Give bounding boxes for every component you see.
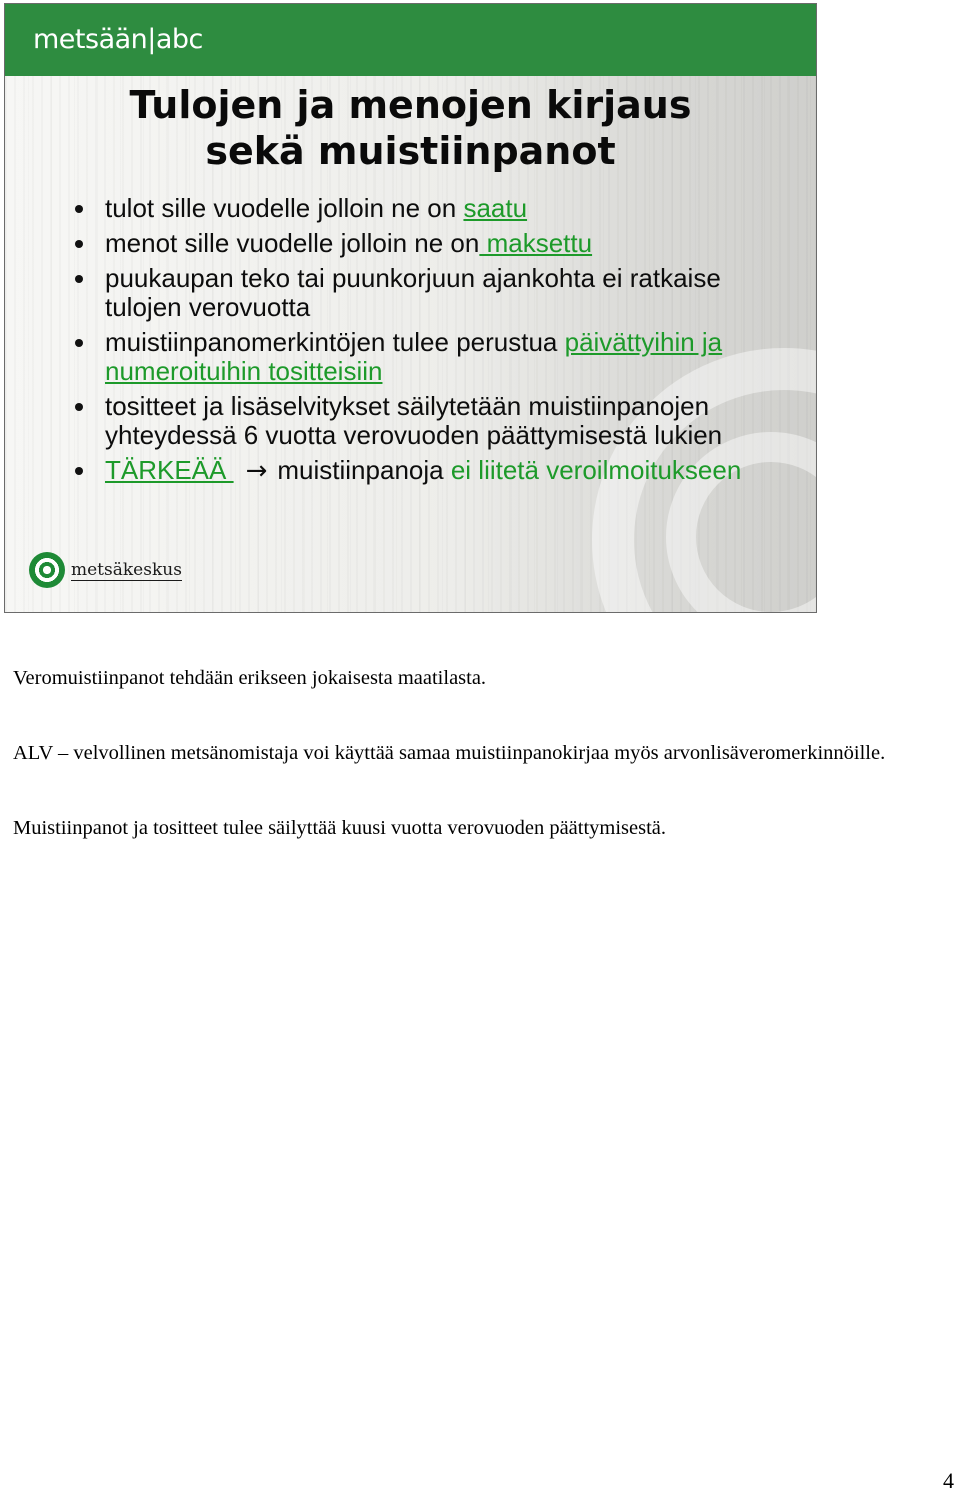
bullet-list [67, 194, 787, 492]
bullet-item [67, 456, 787, 486]
bullet-item [67, 229, 787, 258]
bullet-item [67, 392, 787, 450]
arrow-right-icon: → [245, 456, 268, 486]
speaker-notes [13, 664, 943, 889]
bullet-item [67, 328, 787, 386]
highlighted-text: päivättyihin ja numeroituihin tositteisiin [105, 327, 723, 386]
notes-paragraph: Muistiinpanot ja tositteet tulee säilyttää kuusi vuotta verovuoden päättymisestä. [13, 817, 667, 839]
slide-title-line: Tulojen ja menojen kirjaus [129, 83, 692, 127]
bullet-item [67, 194, 787, 223]
metsakeskus-logo [29, 550, 182, 590]
notes-paragraph: Veromuistiinpanot tehdään erikseen jokaisesta maatilasta. [13, 667, 487, 689]
bullet-text: tulot sille vuodelle jolloin ne on [105, 193, 464, 223]
slide-header-band [5, 4, 816, 76]
bullet-text: muistiinpanomerkintöjen tulee perustua [105, 327, 565, 357]
highlighted-text: ei liitetä veroilmoitukseen [450, 455, 742, 485]
bullet-text: muistiinpanoja [277, 455, 451, 485]
logo-text: metsäkeskus [71, 559, 182, 580]
notes-paragraph: ALV – velvollinen metsänomistaja voi käyttää samaa muistiinpanokirjaa myös arvonlisäveromerkinnöille. [13, 742, 886, 764]
highlighted-text: saatu [463, 193, 528, 223]
highlighted-text: maksettu [479, 228, 593, 258]
bullet-text: tositteet ja lisäselvitykset säilytetään muistiinpanojen yhteydessä 6 vuotta verovuoden päättymisestä lukien [105, 391, 723, 450]
page-number: 4 [943, 1468, 954, 1493]
bullet-item [67, 264, 787, 322]
bullet-text: menot sille vuodelle jolloin ne on [105, 228, 480, 258]
slide-image [4, 3, 817, 613]
bullet-text: puukaupan teko tai puunkorjuun ajankohta ei ratkaise tulojen verovuotta [105, 263, 721, 322]
target-logo-icon [29, 552, 65, 588]
slide-title [5, 82, 816, 174]
highlighted-text: TÄRKEÄÄ [105, 455, 234, 485]
brand-logo: metsään|abc [33, 24, 203, 55]
slide-title-line: sekä muistiinpanot [205, 129, 616, 173]
